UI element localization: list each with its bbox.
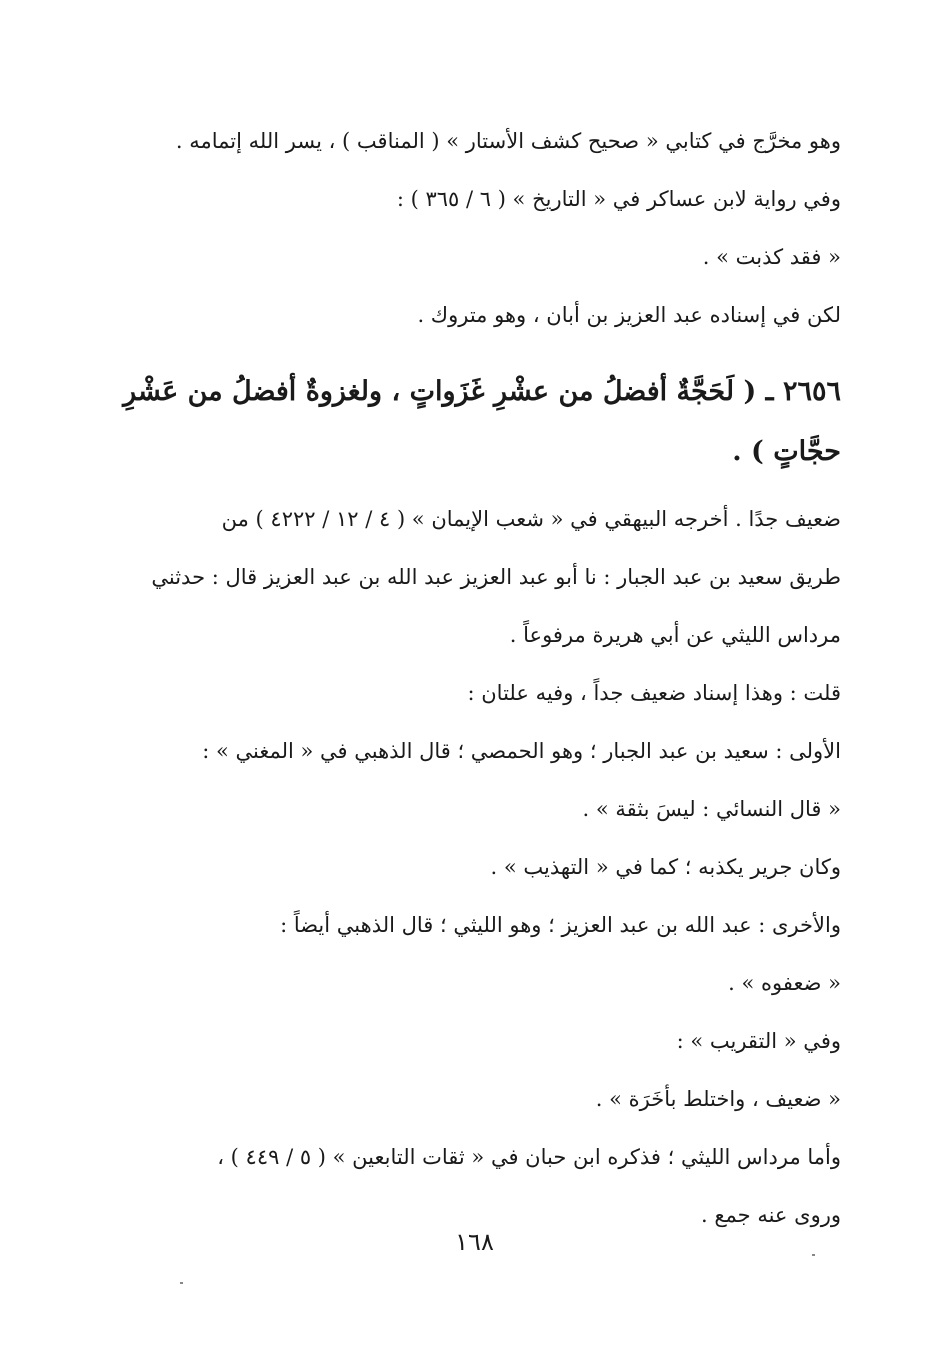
text-line: ضعيف جدًا . أخرجه البيهقي في « شعب الإيمان » ( ٤ / ١٢ / ٤٢٢٢ ) من (221, 507, 841, 531)
hadith-heading-line-1: ٢٦٥٦ ـ ( لَحَجَّةٌ أفضلُ من عشْرِ غَزَواتٍ ، ولغزوةٌ أفضلُ من عَشْرِ (123, 376, 841, 407)
text-line: والأخرى : عبد الله بن عبد العزيز ؛ وهو الليثي ؛ قال الذهبي أيضاً : (280, 913, 841, 937)
text-line: الأولى : سعيد بن عبد الجبار ؛ وهو الحمصي ؛ قال الذهبي في « المغني » : (202, 739, 841, 763)
text-line: وهو مخرَّج في كتابي « صحيح كشف الأستار » ( المناقب ) ، يسر الله إتمامه . (175, 129, 841, 153)
text-line: « ضعفوه » . (728, 971, 841, 995)
scan-speck (180, 1282, 183, 1284)
text-line: وكان جرير يكذبه ؛ كما في « التهذيب » . (490, 855, 841, 879)
page-number: ١٦٨ (455, 1228, 494, 1256)
text-line: قلت : وهذا إسناد ضعيف جداً ، وفيه علتان : (467, 681, 841, 705)
text-line: طريق سعيد بن عبد الجبار : نا أبو عبد العزيز عبد الله بن عبد العزيز قال : حدثني (151, 565, 841, 589)
text-line: « ضعيف ، واختلط بأخَرَة » . (595, 1087, 841, 1111)
text-line: « فقد كذبت » . (702, 245, 841, 269)
text-line: « قال النسائي : ليسَ بثقة » . (582, 797, 841, 821)
hadith-heading-line-2: حجَّاتٍ ) . (732, 436, 841, 467)
text-line: وفي « التقريب » : (676, 1029, 841, 1053)
text-line: وأما مرداس الليثي ؛ فذكره ابن حبان في « ثقات التابعين » ( ٥ / ٤٤٩ ) ، (217, 1145, 841, 1169)
text-line: وفي رواية لابن عساكر في « التاريخ » ( ٦ / ٣٦٥ ) : (396, 187, 841, 211)
text-line: وروى عنه جمع . (701, 1203, 841, 1227)
text-line: لكن في إسناده عبد العزيز بن أبان ، وهو متروك . (417, 303, 841, 327)
scan-speck (812, 1254, 815, 1256)
text-line: مرداس الليثي عن أبي هريرة مرفوعاً . (509, 623, 841, 647)
page-body (100, 112, 841, 1244)
